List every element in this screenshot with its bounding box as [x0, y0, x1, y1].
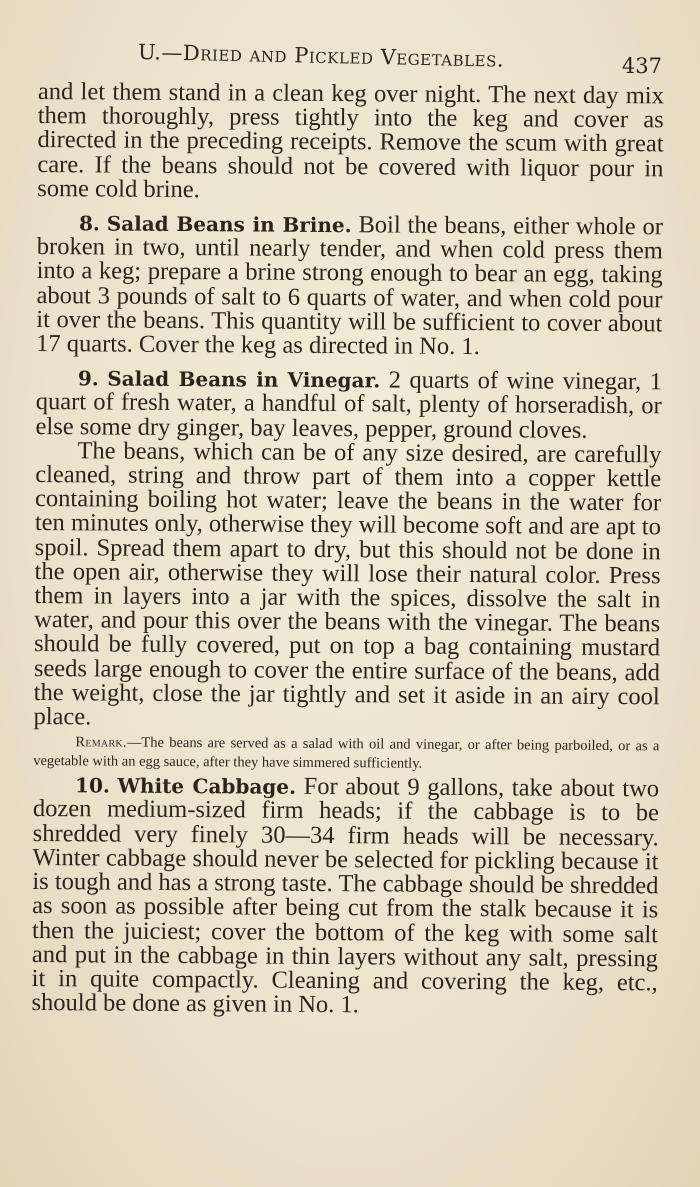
running-head [40, 40, 662, 80]
running-title: U.—Dried and Pickled Vegetables. [137, 40, 505, 72]
recipe-title: Salad Beans in Brine. [106, 211, 352, 238]
recipe-text: For about 9 gallons, take about two dozen medium-sized firm heads; if the cabbage is to be shredded very finely 30—34 firm heads will be necessary. Winter cabbage should never be selected for pickling because it is tough and has a strong taste. The cabbage should be shredded as soon as possible after being cut from the stalk because it is then the juiciest; cover the bottom of the keg with some salt and put in the cabbage in thin layers without any salt, pressing it in quite compactly. Cleaning and covering the keg, etc., should be done as given in No. 1. [31, 773, 660, 1019]
paragraph-text: The beans, which can be of any size desired, are carefully cleaned, string and throw part of them into a copper kettle containing boiling hot water; leave the beans in the water for ten minutes only, otherwise they will become soft and are apt to spoil. Spread them apart to dry, but this should not be done in the open air, otherwise they will lose their natural color. Press them in layers into a jar with the spices, dissolve the salt in water, and pour this over the beans with the vinegar. The beans should be fully covered, put on top a bag containing mustard seeds large enough to cover the entire surface of the beans, add the weight, close the jar tightly and set it aside in an airy cool place. [33, 437, 662, 731]
recipe-8 [36, 211, 663, 361]
recipe-number: 8. [78, 211, 100, 236]
recipe-9-method [33, 439, 661, 734]
recipe-text: Boil the beans, either whole or broken in two, until nearly tender, and when cold press them into a keg; prepare a brine strong enough to bear an egg, taking about 3 pounds of salt to 6 quarts of water, and when cold pour it over the beans. This quantity will be sufficient to cover about 17 quarts. Cover the keg as directed in No. 1. [36, 211, 664, 361]
body-text [31, 80, 664, 1020]
remark-note [33, 733, 659, 775]
recipe-9 [35, 366, 661, 443]
paragraph-text: and let them stand in a clean keg over night. The next day mix them thoroughly, press tightly into the keg and cover as directed in the preceding receipts. Remove the scum with great care. If the beans should not be covered with liquor pour in some cold brine. [37, 78, 664, 203]
page-number: 437 [621, 54, 662, 78]
recipe-number: 9. [77, 366, 99, 391]
recipe-10 [31, 773, 659, 1019]
recipe-title: Salad Beans in Vinegar. [107, 366, 381, 393]
recipe-text: 2 quarts of wine vinegar, 1 quart of fresh water, a handful of salt, plenty of horseradish, or else some dry ginger, bay leaves, pepper, ground cloves. [35, 366, 663, 444]
continued-paragraph [37, 80, 664, 205]
recipe-title: White Cabbage. [117, 773, 297, 800]
remark-text: —The beans are served as a salad with oil and vinegar, or after being parboiled, or as a vegetable with an egg sauce, after they have simmered sufficiently. [33, 734, 660, 772]
remark-label: Remark. [75, 734, 127, 751]
recipe-number: 10. [74, 773, 110, 798]
